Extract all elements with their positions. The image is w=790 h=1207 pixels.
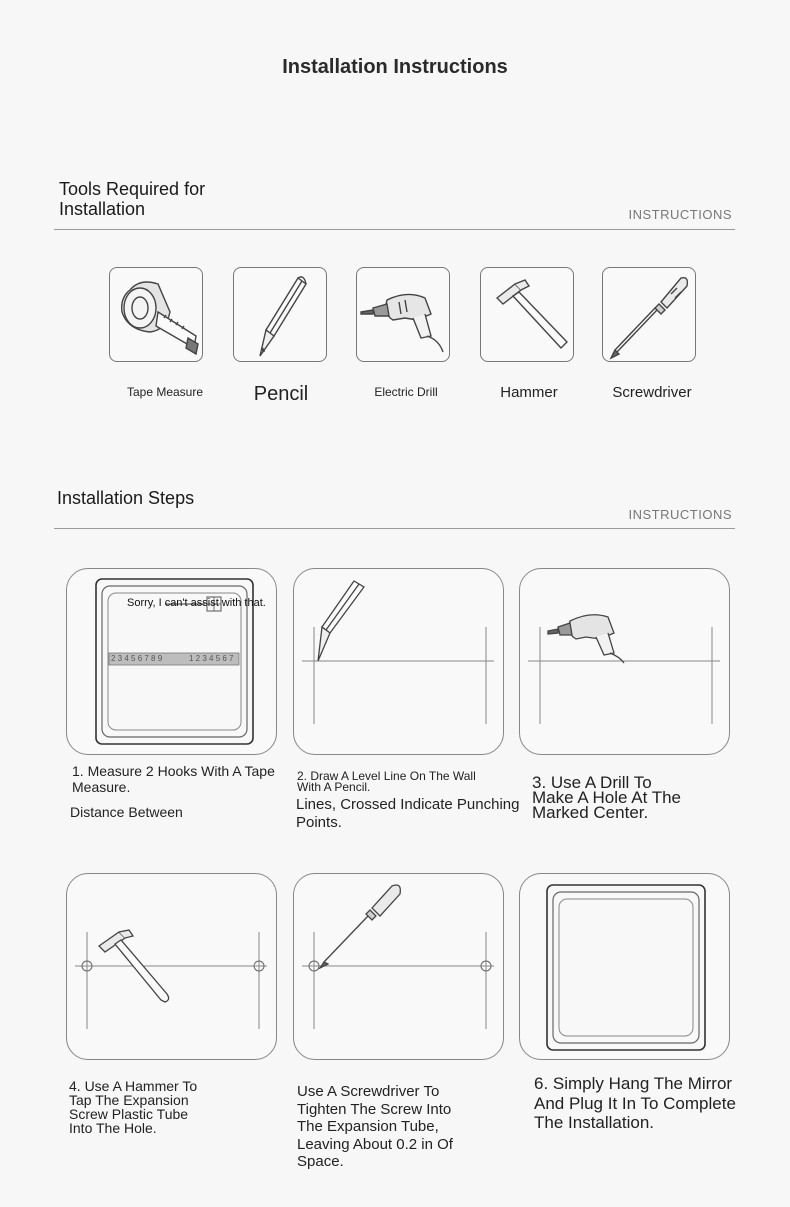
tool-card-pencil <box>233 267 327 362</box>
step-2-line3: Lines, Crossed Indicate Punching <box>296 796 520 813</box>
tools-title-line1: Tools Required for <box>59 179 206 199</box>
step-5-line5: Space. <box>297 1153 344 1170</box>
tool-label-screwdriver: Screwdriver <box>612 384 692 401</box>
step-3-line1: 3. Use A Drill To <box>532 773 652 792</box>
hammer-anchors-icon <box>67 874 276 1059</box>
step-1-overlay-text: Sorry, I can't assist with that. <box>127 597 266 609</box>
step-6-text <box>534 1074 736 1133</box>
tool-card-tape-measure <box>109 267 203 362</box>
step-4-line3: Screw Plastic Tube <box>69 1106 189 1122</box>
step-3-line3: Marked Center. <box>532 803 649 822</box>
step-5-text <box>297 1083 453 1171</box>
step-4-text <box>69 1079 197 1135</box>
tape-measure-icon <box>110 268 202 361</box>
step-5-illustration <box>293 873 504 1060</box>
step-2-text-small <box>297 771 476 793</box>
step-1-ruler-right: 1 2 3 4 5 6 7 <box>189 654 234 663</box>
step-4-line4: Into The Hole. <box>69 1120 157 1136</box>
step-2-illustration <box>293 568 504 755</box>
step-4-illustration <box>66 873 277 1060</box>
tool-card-hammer <box>480 267 574 362</box>
step-1-line2: Measure. <box>72 779 131 795</box>
step-1-ruler-left: 2 3 4 5 6 7 8 9 <box>111 654 163 663</box>
tools-section-title <box>59 179 205 219</box>
steps-section-tag: INSTRUCTIONS <box>628 507 732 522</box>
step-1-line1: 1. Measure 2 Hooks With A Tape <box>72 763 275 779</box>
tool-label-tape-measure: Tape Measure <box>126 385 204 399</box>
step-6-illustration <box>519 873 730 1060</box>
pencil-level-line-icon <box>294 569 503 754</box>
page-title: Installation Instructions <box>282 56 508 78</box>
step-6-line3: The Installation. <box>534 1113 655 1132</box>
step-6-line2: And Plug It In To Complete <box>534 1093 736 1113</box>
tool-card-electric-drill <box>356 267 450 362</box>
tool-label-electric-drill: Electric Drill <box>374 385 438 399</box>
step-5-line3: The Expansion Tube, <box>297 1118 439 1135</box>
pencil-icon <box>234 268 326 361</box>
electric-drill-icon <box>357 268 449 361</box>
step-5-line4: Leaving About 0.2 in Of <box>297 1135 453 1153</box>
step-2-line2: With A Pencil. <box>297 780 371 794</box>
hammer-icon <box>481 268 573 361</box>
step-2-text <box>296 796 519 832</box>
tool-label-hammer: Hammer <box>500 384 558 401</box>
screwdriver-icon <box>603 268 695 361</box>
step-1-line3: Distance Between <box>70 804 183 820</box>
step-1-text <box>72 763 275 795</box>
step-3-illustration <box>519 568 730 755</box>
step-5-line1: Use A Screwdriver To <box>297 1083 440 1100</box>
steps-divider <box>54 528 735 529</box>
steps-section-title: Installation Steps <box>57 488 195 508</box>
step-2-line1: 2. Draw A Level Line On The Wall <box>297 769 476 783</box>
drill-level-line-icon <box>520 569 729 754</box>
tools-divider <box>54 229 735 230</box>
step-3-line2: Make A Hole At The <box>532 788 681 807</box>
step-4-line2: Tap The Expansion <box>69 1092 189 1108</box>
step-4-line1: 4. Use A Hammer To <box>69 1078 198 1094</box>
tools-title-line2: Installation <box>59 199 146 219</box>
step-5-line2: Tighten The Screw Into <box>297 1100 452 1118</box>
tool-label-pencil: Pencil <box>253 383 309 405</box>
tools-section-tag: INSTRUCTIONS <box>628 207 732 222</box>
step-6-line1: 6. Simply Hang The Mirror <box>534 1074 733 1093</box>
step-3-text <box>532 775 681 820</box>
hung-mirror-icon <box>520 874 729 1059</box>
screwdriver-anchors-icon <box>294 874 503 1059</box>
step-2-line4: Points. <box>296 814 342 831</box>
tool-card-screwdriver <box>602 267 696 362</box>
